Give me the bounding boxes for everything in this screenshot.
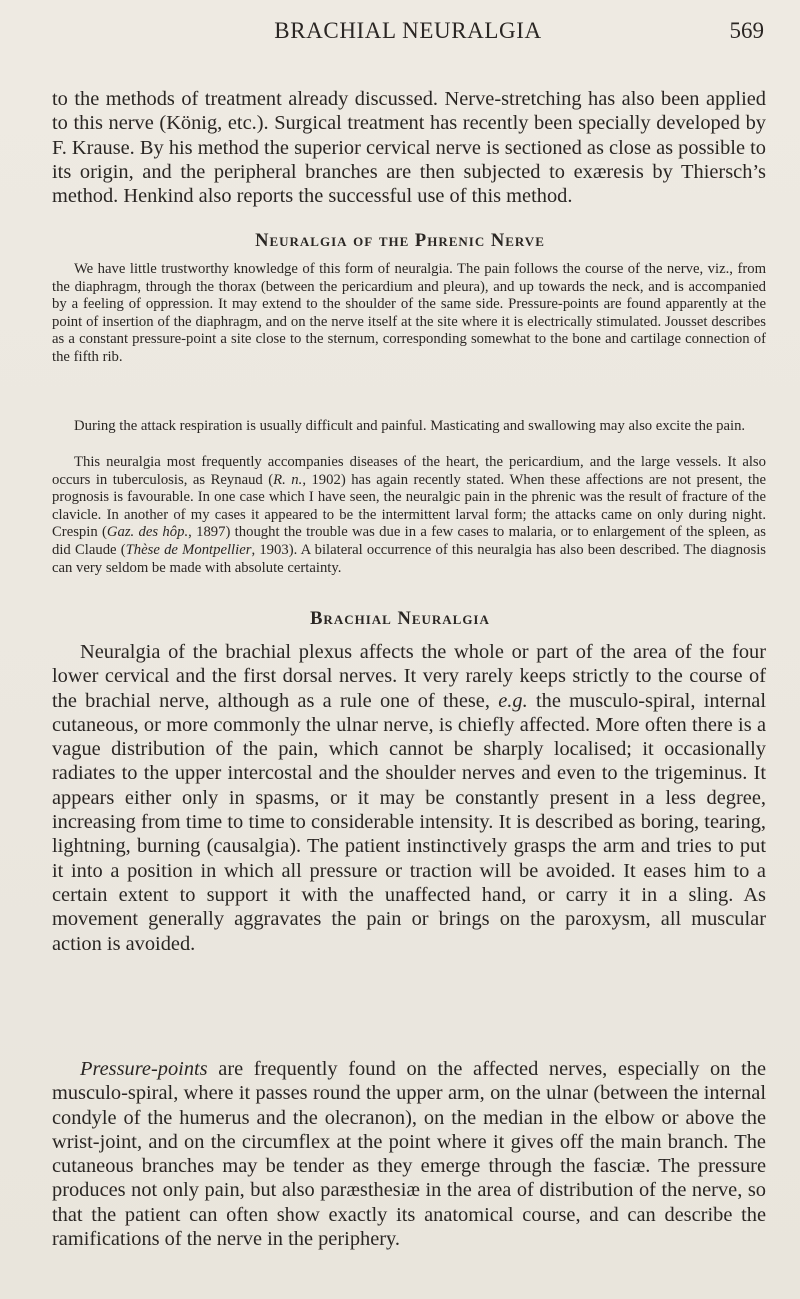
paragraph-text: This neuralgia most frequently accompanies diseases of the heart, the pericardium, and the large vessels. It also occurs in tuberculosis, as Reynaud ( [52,454,766,488]
paragraph-text: the musculo-spiral, internal cutaneous, or more commonly the ulnar nerve, is chiefly affected. More often there is a vague distribution of the pain, which cannot be sharply localised; it occasionally radiates to the upper intercostal and the shoulder nerves and even to the trigeminus. It appears either only in spasms, or it may be constantly present in a less degree, increasing from time to time to considerable intensity. It is described as boring, tearing, lightning, burning (causalgia). The patient instinctively grasps the arm and tries to put it into a position in which all pressure or traction will be avoided. It eases him to a certain extent to support it with the unaffected hand, or carry it in a sling. As movement generally aggravates the pain or brings on the paroxysm, all muscular action is avoided. [52,689,766,955]
citation: Gaz. des hôp. [106,524,189,541]
paragraph-text: , 1903). A bilateral occurrence of this neuralgia has also been described. The diagnosis can very seldom be made with absolute certainty. [52,541,766,576]
paragraph-text: , 1897) thought the trouble was due in a few cases to malaria, or to enlargement of the spleen, as did Claude ( [52,524,766,558]
paragraph-brachial-description [52,640,766,956]
paragraph-text: We have little trustworthy knowledge of this form of neuralgia. The pain follows the course of the nerve, viz., from the diaphragm, through the thorax (between the pericardium and pleura), and up towards the neck, and is accompanied by a feeling of oppression. It may extend to the shoulder of the same side. Pressure-points are found apparently at the point of insertion of the diaphragm, and on the nerve itself at the site where it is electrically stimulated. Jousset describes as a constant pressure-point a site close to the sternum, corresponding somewhat to the bone and cartilage connection of the fifth rib. [52,261,766,365]
abbreviation: e.g. [498,689,528,712]
paragraph-phrenic-etiology [52,454,766,577]
paragraph-text: to the methods of treatment already discussed. Nerve-stretching has also been applied to this nerve (König, etc.). Surgical treatment has recently been specially developed by F. Krause. By his method the superior cervical nerve is sectioned as close as possible to its origin, and the peripheral branches are then subjected to exæresis by Thiersch’s method. Henkind also reports the successful use of this method. [52,88,766,208]
page-header [52,18,764,52]
citation: Thèse de Montpellier [125,541,252,558]
paragraph-text: , 1902) has again recently stated. When these affections are not present, the prognosis is favourable. In one case which I have seen, the neuralgic pain in the phrenic was the result of fracture of the clavicle. In another of my cases it appeared to be the intermittent larval form; the attacks came on only during night. Crespin ( [52,471,766,541]
paragraph-text: Neuralgia of the brachial plexus affects the whole or part of the area of the four lower cervical and the first dorsal nerves. It very rarely keeps strictly to the course of the brachial nerve, although as a rule one of these, [52,641,766,712]
citation: R. n. [273,471,303,488]
section-heading-brachial: Brachial Neuralgia [310,609,490,629]
paragraph-treatment-continuation [52,87,766,208]
paragraph-text: are frequently found on the affected nerves, especially on the musculo-spiral, where it passes round the upper arm, on the ulnar (between the internal condyle of the humerus and the olecranon), on the median in the elbow or above the wrist-joint, and on the circumflex at the point where it gives off the main branch. The cutaneous branches may be tender as they emerge through the fasciæ. The pressure produces not only pain, but also paræsthesiæ in the area of distribution of the nerve, so that the patient can often show exactly its anatomical course, and can describe the ramifications of the nerve in the periphery. [52,1058,766,1251]
paragraph-phrenic-description [52,261,766,367]
paragraph-text: During the attack respiration is usually difficult and painful. Masticating and swallowing may also excite the pain. [74,418,746,434]
section-heading-phrenic: Neuralgia of the Phrenic Nerve [255,231,545,251]
paragraph-phrenic-respiration [52,418,766,436]
term: Pressure-points [80,1058,208,1080]
paragraph-pressure-points [52,1057,766,1251]
page-number: 569 [729,18,764,43]
running-title: BRACHIAL NEURALGIA [274,18,542,43]
